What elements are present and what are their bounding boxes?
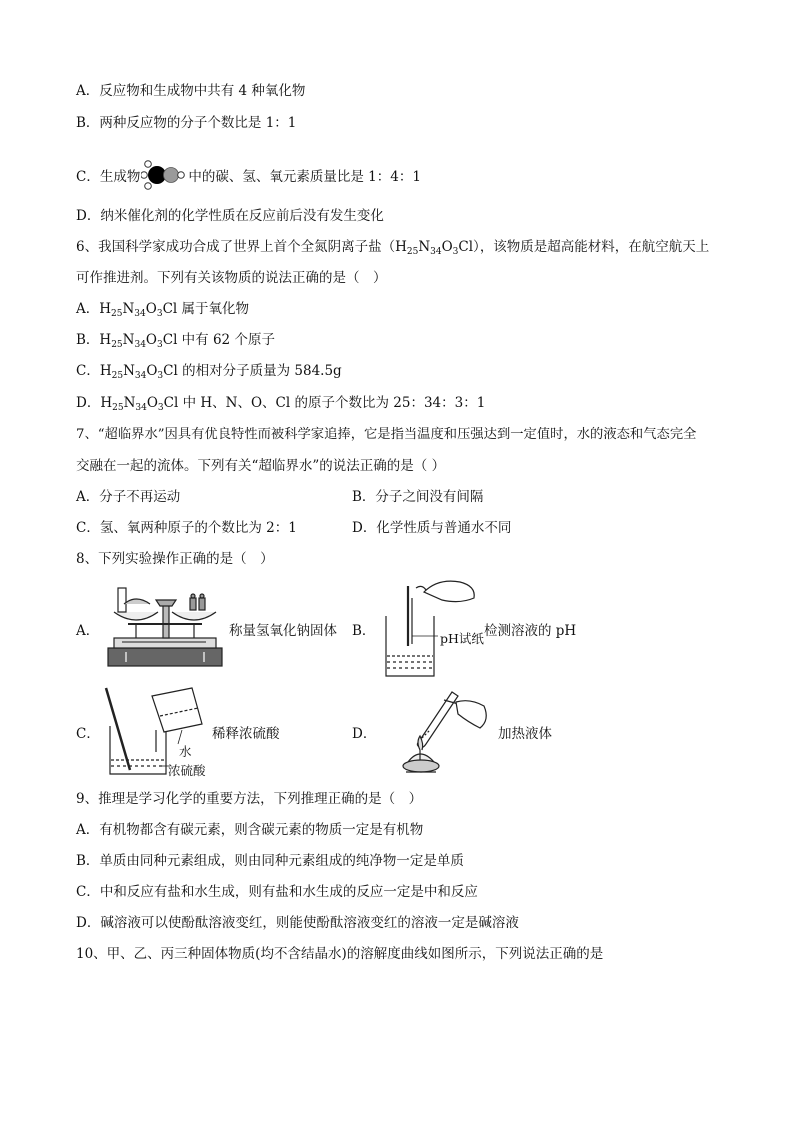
formula-h: H [99, 332, 112, 348]
option-text: 中有 62 个原子 [177, 332, 275, 348]
q5-option-d: D．纳米催化剂的化学性质在反应前后没有发生变化 [76, 208, 384, 224]
subscript: 25 [111, 340, 123, 350]
q8-ph-strip-label: pH试纸 [440, 631, 484, 646]
q6-stem-part2: ，该物质是超高能材料，在航空航天上 [479, 239, 710, 255]
q5-option-c-prefix: C．生成物 [76, 169, 141, 185]
option-text: 属于氧化物 [177, 301, 250, 317]
option-label: C． [76, 363, 100, 379]
q5-option-a: A．反应物和生成物中共有 4 种氧化物 [76, 83, 306, 99]
subscript: 25 [112, 403, 124, 413]
q5-option-b: B．两种反应物的分子个数比是 1：1 [76, 115, 297, 131]
option-label: A． [76, 301, 100, 317]
q6-option-d [76, 394, 485, 412]
formula-h: H [100, 395, 113, 411]
q8-option-c-label: C． [76, 726, 100, 742]
q7-option-b: B．分子之间没有间隔 [352, 489, 484, 505]
q8-option-a-caption: 称量氢氧化钠固体 [229, 623, 337, 639]
q6-option-b [76, 331, 275, 349]
formula-h: H [99, 301, 112, 317]
q6-option-c [76, 362, 342, 380]
q5-option-c-suffix: 中的碳、氢、氧元素质量比是 1：4：1 [188, 169, 421, 185]
subscript: 34 [134, 309, 146, 319]
subscript: 3 [156, 309, 163, 319]
q8-acid-label: 浓硫酸 [168, 763, 206, 778]
q9-option-c: C．中和反应有盐和水生成，则有盐和水生成的反应一定是中和反应 [76, 884, 478, 900]
q8-option-b-caption: 检测溶液的 pH [484, 623, 577, 639]
subscript: 25 [111, 371, 124, 381]
option-label: B． [76, 332, 100, 348]
q9-option-a: A．有机物都含有碳元素，则含碳元素的物质一定是有机物 [76, 822, 424, 838]
formula-o: O [145, 301, 157, 317]
q6-stem-line2: 可作推进剂。下列有关该物质的说法正确的是（ ） [76, 270, 387, 286]
subscript: 34 [135, 403, 147, 413]
q7-option-a: A．分子不再运动 [76, 489, 181, 505]
formula-n: N [123, 395, 136, 411]
q7-option-c: C．氢、氧两种原子的个数比为 2：1 [76, 520, 297, 536]
q8-stem: 8、下列实验操作正确的是（ ） [76, 551, 274, 567]
molecule-model-icon [141, 160, 187, 190]
formula-n: N [122, 301, 135, 317]
formula-n: N [122, 332, 135, 348]
formula-n: N [123, 363, 135, 379]
subscript: 25 [406, 247, 419, 257]
formula-cl: Cl [162, 301, 178, 317]
ph-test-figure [382, 576, 478, 680]
subscript: 3 [157, 371, 164, 381]
q6-stem-line1 [76, 238, 709, 256]
formula-o: O [146, 363, 158, 379]
q7-stem-line1: 7、“超临界水”因具有优良特性而被科学家追捧，它是指当温度和压强达到一定值时，水的液态和气态完全 [76, 427, 697, 442]
formula-cl: Cl） [458, 239, 480, 255]
formula-n: N [418, 239, 431, 255]
formula-cl: Cl [163, 363, 178, 379]
q8-option-d-caption: 加热液体 [498, 726, 552, 742]
option-text: 的相对分子质量为 584.5g [177, 363, 342, 379]
formula-o: O [146, 395, 158, 411]
q8-option-d-label: D． [352, 726, 377, 742]
subscript: 25 [111, 309, 123, 319]
option-label: D． [76, 395, 101, 411]
subscript: 3 [157, 403, 164, 413]
balance-scale-figure [106, 582, 224, 670]
formula-cl: Cl [163, 395, 179, 411]
subscript: 34 [134, 371, 147, 381]
q6-option-a [76, 300, 249, 318]
q7-option-d: D．化学性质与普通水不同 [352, 520, 512, 536]
q9-option-d: D．碱溶液可以使酚酞溶液变红，则能使酚酞溶液变红的溶液一定是碱溶液 [76, 915, 519, 931]
q8-option-a-label: A． [76, 623, 100, 639]
q6-stem-part1: 6、我国科学家成功合成了世界上首个全氮阴离子盐（H [76, 239, 407, 255]
formula-o: O [441, 239, 453, 255]
q7-stem-line2: 交融在一起的流体。下列有关“超临界水”的说法正确的是（ ） [76, 458, 446, 474]
q8-water-label: 水 [179, 744, 192, 759]
subscript: 3 [452, 247, 459, 257]
q8-option-b-label: B． [352, 623, 376, 639]
option-text: 中 H、N、O、Cl 的原子个数比为 25：34：3：1 [178, 395, 486, 411]
heating-liquid-figure [384, 680, 492, 778]
formula-o: O [145, 332, 157, 348]
subscript: 34 [430, 247, 442, 257]
subscript: 34 [134, 340, 146, 350]
q9-option-b: B．单质由同种元素组成，则由同种元素组成的纯净物一定是单质 [76, 853, 464, 869]
formula-cl: Cl [162, 332, 178, 348]
subscript: 3 [157, 340, 163, 350]
q5-option-c [76, 160, 421, 190]
formula-h: H [99, 363, 112, 379]
q9-stem: 9、推理是学习化学的重要方法，下列推理正确的是（ ） [76, 791, 423, 807]
q8-option-c-caption: 稀释浓硫酸 [212, 726, 280, 742]
q10-stem: 10、甲、乙、丙三种固体物质(均不含结晶水)的溶解度曲线如图所示，下列说法正确的是 [76, 946, 604, 962]
